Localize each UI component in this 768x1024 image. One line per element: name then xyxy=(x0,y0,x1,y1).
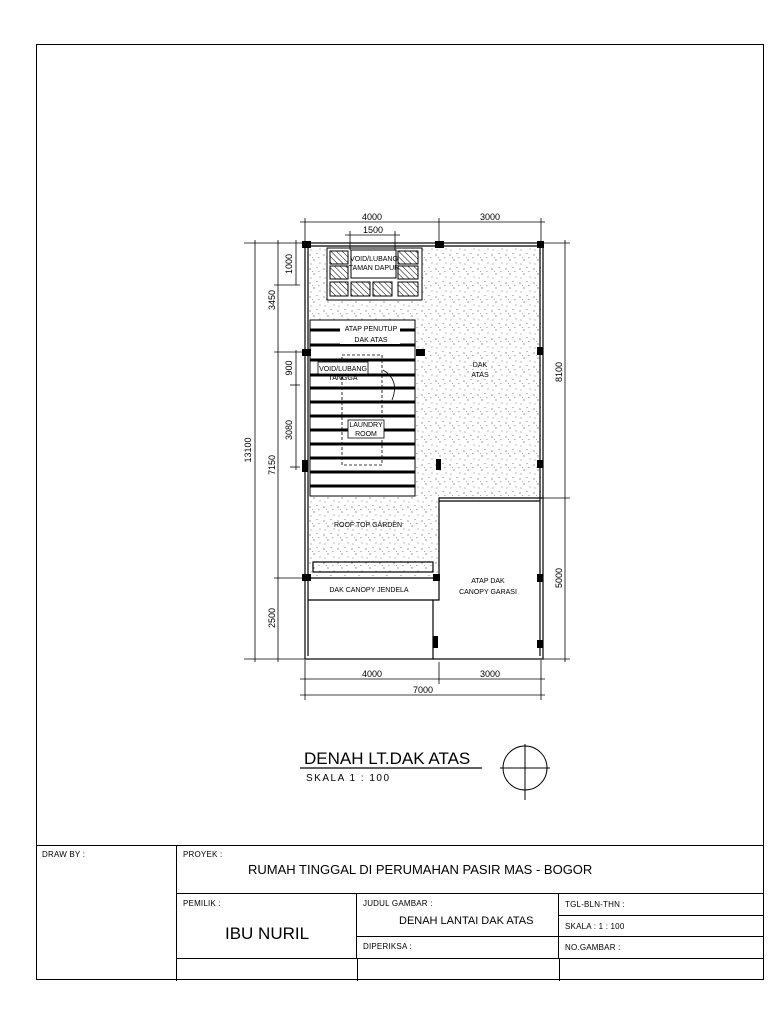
dim-right-8100: 8100 xyxy=(554,361,564,383)
dim-top-4000: 4000 xyxy=(361,212,383,222)
title-block xyxy=(36,845,764,980)
no-gambar-cell xyxy=(559,937,764,959)
label-canopy-jendela: DAK CANOPY JENDELA xyxy=(329,587,409,594)
label-void-taman-1: VOID/LUBANG xyxy=(350,256,398,263)
divider xyxy=(559,959,560,981)
dim-bottom-3000: 3000 xyxy=(479,669,501,679)
label-roof-garden: ROOF TOP GARDEN xyxy=(333,522,403,529)
dim-left-900: 900 xyxy=(284,360,294,376)
divider xyxy=(357,959,358,981)
dim-top-1500: 1500 xyxy=(362,225,384,235)
tgl-cell xyxy=(559,894,764,916)
label-atap-penutup-2: DAK ATAS xyxy=(354,337,388,344)
label-void-taman-2: TAMAN DAPUR xyxy=(348,265,400,272)
label-void-tangga-2: TANGGA xyxy=(328,375,358,382)
dim-left-2500: 2500 xyxy=(267,607,277,629)
dim-top-3000: 3000 xyxy=(479,212,501,222)
tgl-label: TGL-BLN-THN : xyxy=(565,900,625,909)
judul-value: DENAH LANTAI DAK ATAS xyxy=(399,915,534,927)
draw-by-label: DRAW BY : xyxy=(42,850,86,859)
skala-cell xyxy=(559,916,764,937)
proyek-label: PROYEK : xyxy=(183,850,223,859)
label-laundry-1: LAUNDRY xyxy=(349,422,383,429)
label-laundry-2: ROOM xyxy=(355,431,377,438)
atap-penutup-stripes xyxy=(310,320,415,496)
label-void-tangga-1: VOID/LUBANG xyxy=(319,366,367,373)
pemilik-cell xyxy=(177,894,357,959)
judul-label: JUDUL GAMBAR : xyxy=(363,899,433,908)
dim-left-3080: 3080 xyxy=(284,419,294,441)
drawing-title: DENAH LT.DAK ATAS xyxy=(304,749,471,768)
label-canopy-garasi-2: CANOPY GARASI xyxy=(459,589,517,596)
dim-left-7150: 7150 xyxy=(267,454,277,476)
dim-bottom-4000: 4000 xyxy=(361,669,383,679)
skala-label: SKALA : 1 : 100 xyxy=(565,922,625,931)
drawing-scale: SKALA 1 : 100 xyxy=(306,773,391,784)
dim-left-1000: 1000 xyxy=(284,253,294,275)
dim-left-3450: 3450 xyxy=(267,289,277,311)
pemilik-label: PEMILIK : xyxy=(183,899,221,908)
drawing-title-block xyxy=(300,744,550,800)
judul-cell xyxy=(357,894,559,937)
label-atap-penutup-1: ATAP PENUTUP xyxy=(344,326,398,333)
diperiksa-label: DIPERIKSA : xyxy=(363,942,412,951)
proyek-value: RUMAH TINGGAL DI PERUMAHAN PASIR MAS - BOGOR xyxy=(248,862,593,877)
dim-right-5000: 5000 xyxy=(554,567,564,589)
no-gambar-label: NO.GAMBAR : xyxy=(565,943,621,952)
dim-left-13100: 13100 xyxy=(243,437,253,463)
dim-bottom-7000: 7000 xyxy=(412,685,434,695)
label-dak-atas-2: ATAS xyxy=(471,372,489,379)
draw-by-cell xyxy=(36,846,177,981)
label-canopy-garasi-1: ATAP DAK xyxy=(471,578,505,585)
proyek-cell xyxy=(177,846,764,894)
pemilik-value: IBU NURIL xyxy=(225,924,310,943)
label-dak-atas-1: DAK xyxy=(472,362,488,369)
diperiksa-cell xyxy=(357,937,559,959)
